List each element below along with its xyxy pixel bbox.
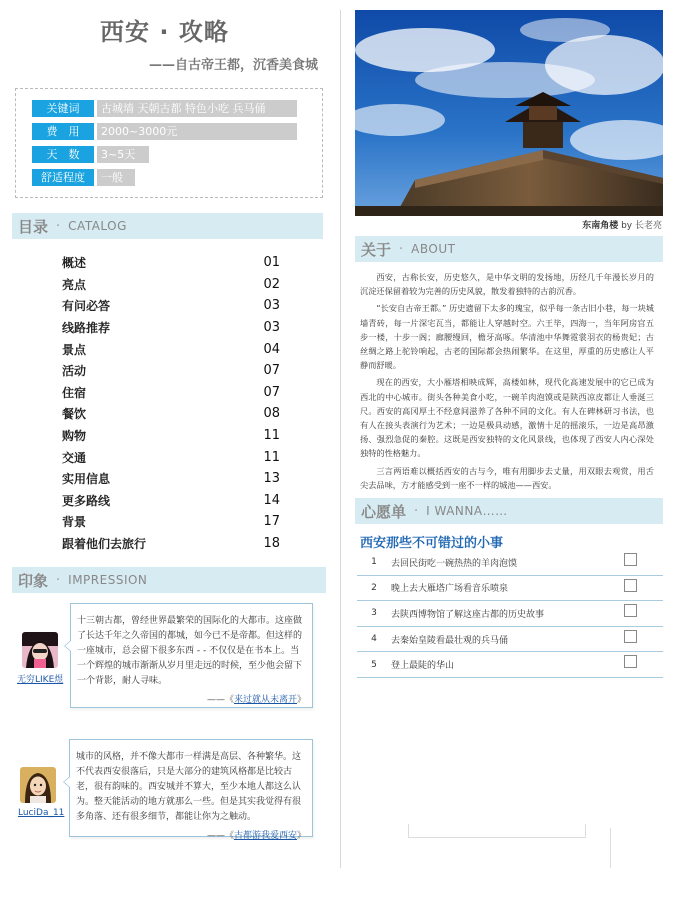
toc-item[interactable] bbox=[62, 338, 280, 360]
toc-item[interactable] bbox=[62, 295, 280, 317]
toc-label: 实用信息 bbox=[62, 472, 111, 487]
info-key: 舒适程度 bbox=[32, 169, 94, 186]
toc-item[interactable] bbox=[62, 360, 280, 382]
trip-info-box bbox=[15, 88, 323, 198]
bubble-arrow bbox=[63, 776, 70, 788]
toc-page-number: 14 bbox=[263, 492, 280, 508]
impression-subtitle: IMPRESSION bbox=[68, 573, 148, 587]
about-title: 关于 bbox=[361, 240, 392, 259]
info-key: 费 用 bbox=[32, 123, 94, 140]
toc-page-number: 17 bbox=[263, 514, 280, 530]
toc-label: 景点 bbox=[62, 342, 87, 357]
review-source-link[interactable]: 古都游我爱西安 bbox=[233, 831, 297, 841]
wish-item bbox=[357, 627, 663, 653]
review-source bbox=[76, 829, 306, 844]
wish-item bbox=[357, 601, 663, 627]
toc-label: 购物 bbox=[62, 429, 87, 444]
impression-dot: · bbox=[56, 572, 61, 588]
toc-page-number: 01 bbox=[263, 255, 280, 271]
source-prefix: ——《 bbox=[206, 695, 234, 705]
wish-text: 晚上去大雁塔广场看音乐喷泉 bbox=[391, 584, 509, 595]
catalog-title: 目录 bbox=[18, 217, 49, 236]
toc-label: 背景 bbox=[62, 515, 87, 530]
toc-page-number: 11 bbox=[263, 449, 280, 465]
wish-item bbox=[357, 576, 663, 602]
review-source-link[interactable]: 来过就从未离开 bbox=[233, 695, 297, 705]
page-title: 西安 · 攻略 bbox=[100, 18, 229, 46]
about-paragraph: 三言两语难以概括西安的古与今，唯有用脚步去丈量，用双眼去观赏，用舌尖去品味，方才能感受到一座不一样的城池——西安。 bbox=[360, 465, 654, 490]
toc-page-number: 18 bbox=[263, 536, 280, 552]
toc-label: 住宿 bbox=[62, 385, 87, 400]
toc-page-number: 13 bbox=[263, 471, 280, 487]
wish-item bbox=[357, 550, 663, 576]
catalog-header bbox=[12, 213, 323, 239]
photo-caption bbox=[582, 218, 662, 231]
wish-number: 4 bbox=[371, 634, 377, 645]
info-row bbox=[32, 169, 306, 186]
wish-checkbox[interactable] bbox=[624, 579, 637, 592]
avatar[interactable] bbox=[20, 767, 56, 803]
info-row bbox=[32, 146, 306, 163]
review-text: 城市的风格，并不像大都市一样满是高层、各种繁华。这不代表西安很落后，只是大部分的建筑风格都是比较古老，很有韵味的。西安城并不算大，至少本地人都这么认为。整天能活动的地方就那么一些。但是其实我觉得有很多角落、还有很多细节，都能让你为之触动。 bbox=[76, 752, 302, 822]
toc-page-number: 08 bbox=[263, 406, 280, 422]
toc-item[interactable] bbox=[62, 490, 280, 512]
toc-label: 交通 bbox=[62, 450, 87, 465]
about-header bbox=[355, 236, 663, 262]
about-text bbox=[360, 270, 654, 495]
table-of-contents bbox=[62, 252, 280, 554]
wish-list bbox=[357, 550, 663, 678]
wish-dot: · bbox=[414, 503, 419, 519]
catalog-dot: · bbox=[56, 218, 61, 234]
info-key: 关键词 bbox=[32, 100, 94, 117]
toc-item[interactable] bbox=[62, 468, 280, 490]
wish-header bbox=[355, 498, 663, 524]
wish-text: 登上最陡的华山 bbox=[391, 661, 455, 672]
toc-label: 跟着他们去旅行 bbox=[62, 537, 147, 552]
about-dot: · bbox=[399, 241, 404, 257]
wish-section-title: 心愿单 bbox=[361, 502, 407, 521]
toc-page-number: 03 bbox=[263, 298, 280, 314]
toc-page-number: 02 bbox=[263, 276, 280, 292]
about-paragraph: “长安自古帝王都。” 历史遗留下太多的瑰宝，似乎每一条古旧小巷，每一块城墙青砖，每一片深宅瓦当，都能让人穿越时空。六王毕，四海一，当年阿房宫五步一楼，十步一阁；廊腰缦回，檐牙高啄。华清池中华舞霓裳羽衣的杨贵妃；古丝绸之路上驼铃响起，古老的国际都会热闹繁华。在这里，厚重的历史感让人平静而舒暖。 bbox=[360, 303, 654, 371]
catalog-subtitle: CATALOG bbox=[68, 219, 127, 233]
wish-number: 2 bbox=[371, 582, 377, 593]
review-bubble bbox=[70, 603, 313, 708]
wish-list-title: 西安那些不可错过的小事 bbox=[360, 536, 504, 551]
about-paragraph: 现在的西安，大小雁塔相映成辉，高楼如林，现代化高速发展中的它已成为西北的中心城市。街头各种美食小吃，一碗羊肉泡馍或是陕西凉皮都让人垂涎三尺。西安的高冈厚土不经意间滋养了各种不同的文化。有人在碑林研习书法，也有人在接头表演行为艺术；一边是极具动感，激情十足的摇滚乐，一边是高昂激扬、强烈急促的秦腔。这既是西安独特的文化风景线，也体现了西安人内心深处独特的性格魅力。 bbox=[360, 377, 654, 459]
info-value: 一般 bbox=[97, 169, 135, 186]
info-row bbox=[32, 123, 306, 140]
toc-page-number: 07 bbox=[263, 363, 280, 379]
toc-page-number: 04 bbox=[263, 341, 280, 357]
toc-label: 线路推荐 bbox=[62, 321, 111, 336]
avatar[interactable] bbox=[22, 632, 58, 668]
toc-page-number: 11 bbox=[263, 428, 280, 444]
bubble-arrow bbox=[64, 640, 71, 652]
toc-page-number: 03 bbox=[263, 320, 280, 336]
toc-item[interactable] bbox=[62, 317, 280, 339]
wish-checkbox[interactable] bbox=[624, 553, 637, 566]
wish-checkbox[interactable] bbox=[624, 630, 637, 643]
review-bubble bbox=[69, 739, 313, 841]
wish-number: 3 bbox=[371, 608, 377, 619]
impression-header bbox=[12, 567, 326, 593]
toc-item[interactable] bbox=[62, 446, 280, 468]
toc-label: 更多路线 bbox=[62, 493, 111, 508]
toc-item[interactable] bbox=[62, 425, 280, 447]
source-prefix: ——《 bbox=[206, 831, 234, 841]
review-user-link[interactable]: 无穷LIKE煜 bbox=[17, 675, 64, 685]
info-value: 古城墙 天朝古都 特色小吃 兵马俑 bbox=[97, 100, 297, 117]
column-divider bbox=[340, 10, 341, 868]
toc-item[interactable] bbox=[62, 252, 280, 274]
info-value: 3~5天 bbox=[97, 146, 149, 163]
toc-label: 有问必答 bbox=[62, 299, 111, 314]
decorative-frame bbox=[408, 824, 586, 838]
source-suffix: 》 bbox=[296, 695, 306, 705]
wish-subtitle: I WANNA…… bbox=[426, 504, 508, 518]
city-wall-photo bbox=[355, 10, 663, 216]
toc-item[interactable] bbox=[62, 511, 280, 533]
wish-text: 去秦始皇陵看最壮观的兵马俑 bbox=[391, 635, 509, 646]
wish-number: 1 bbox=[371, 557, 377, 568]
wish-text: 去回民街吃一碗热热的羊肉泡馍 bbox=[391, 558, 518, 569]
wish-number: 5 bbox=[371, 659, 377, 670]
toc-label: 餐饮 bbox=[62, 407, 87, 422]
toc-item[interactable] bbox=[62, 274, 280, 296]
caption-credit: by 长老亮 bbox=[618, 221, 662, 231]
wish-checkbox[interactable] bbox=[624, 604, 637, 617]
decorative-line bbox=[610, 828, 611, 868]
about-subtitle: ABOUT bbox=[411, 242, 456, 256]
review-text: 十三朝古都，曾经世界最繁荣的国际化的大都市。这座做了长达千年之久帝国的都城，如今已不是帝都。但这样的一座城市，总会留下很多东西 - - 不仅仅是在书本上。当一个辉煌的城市渐渐从岁月里走远的时候，至少他会留下一个背影，耐人寻味。 bbox=[77, 616, 303, 686]
review-source bbox=[77, 693, 306, 708]
wish-text: 去陕西博物馆了解这座古都的历史故事 bbox=[391, 609, 545, 620]
review-user-link[interactable]: LuciDa_11 bbox=[18, 808, 65, 818]
caption-title: 东南角楼 bbox=[582, 221, 619, 231]
page-subtitle: ——自古帝王都，沉香美食城 bbox=[148, 58, 318, 73]
toc-label: 活动 bbox=[62, 364, 87, 379]
source-suffix: 》 bbox=[296, 831, 306, 841]
info-value: 2000~3000元 bbox=[97, 123, 297, 140]
info-row bbox=[32, 100, 306, 117]
wish-checkbox[interactable] bbox=[624, 655, 637, 668]
wish-item bbox=[357, 652, 663, 678]
toc-page-number: 07 bbox=[263, 384, 280, 400]
toc-label: 亮点 bbox=[62, 277, 87, 292]
info-key: 天 数 bbox=[32, 146, 94, 163]
toc-label: 概述 bbox=[62, 256, 87, 271]
toc-item[interactable] bbox=[62, 382, 280, 404]
toc-item[interactable] bbox=[62, 533, 280, 555]
toc-item[interactable] bbox=[62, 403, 280, 425]
about-paragraph: 西安，古称长安，历史悠久，是中华文明的发扬地，历经几千年漫长岁月的沉淀还保留着较为完善的历史风貌，散发着独特的古韵沉香。 bbox=[360, 272, 654, 297]
impression-title: 印象 bbox=[18, 571, 49, 590]
